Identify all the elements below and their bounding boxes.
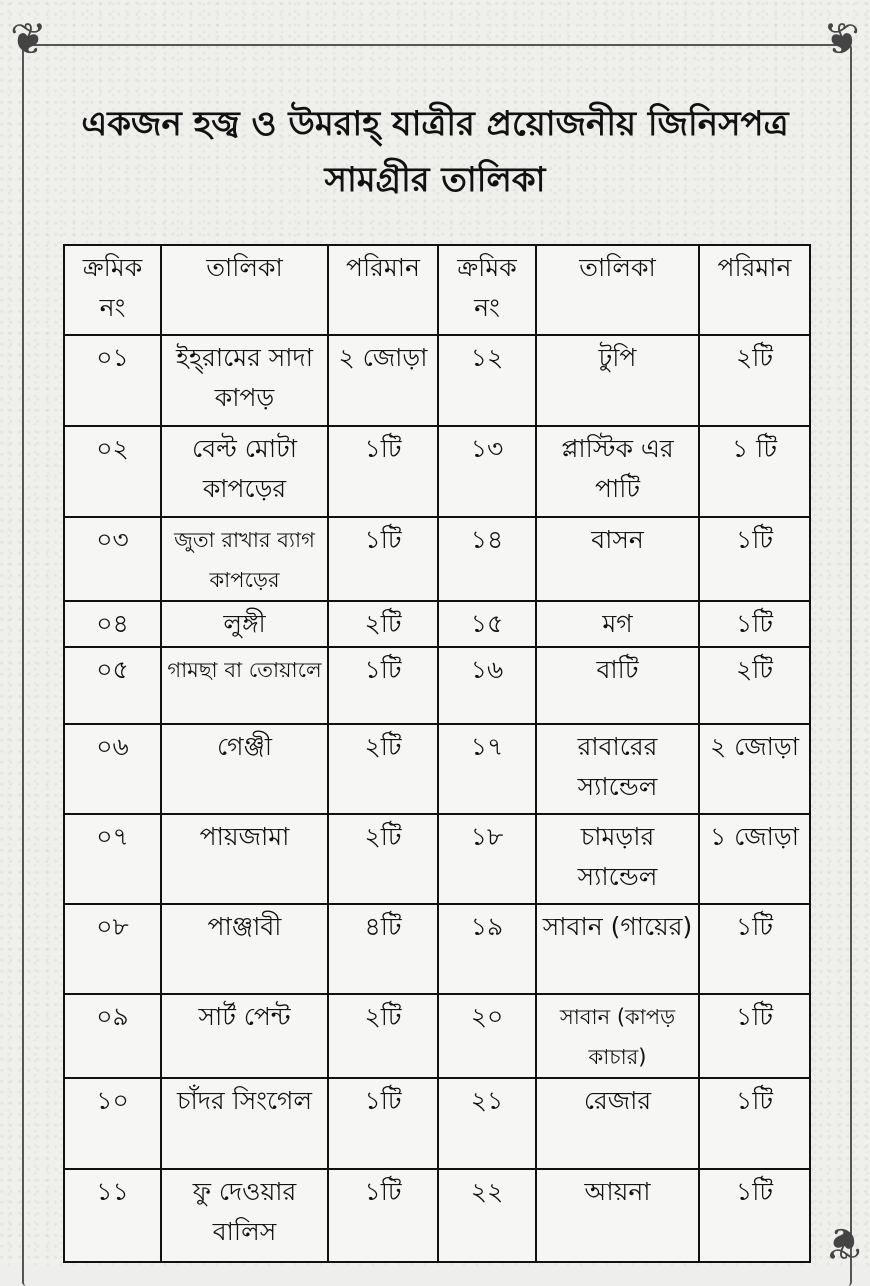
- table-cell: ১টি: [699, 601, 810, 647]
- table-cell: পায়জামা: [161, 814, 328, 904]
- table-cell: ১টি: [328, 1169, 438, 1262]
- table-cell: ১১: [64, 1169, 161, 1262]
- table-row: [64, 904, 810, 994]
- table-cell: বাটি: [536, 647, 699, 724]
- table-cell: ১০: [64, 1078, 161, 1169]
- table-cell: ০১: [64, 335, 161, 426]
- table-cell: ০৯: [64, 994, 161, 1078]
- table-row: [64, 724, 810, 814]
- table-cell: রেজার: [536, 1078, 699, 1169]
- title-line-1: একজন হজ্ব ও উমরাহ্ যাত্রীর প্রয়োজনীয় জিনিসপত্র: [81, 104, 789, 144]
- table-cell: ০৩: [64, 517, 161, 601]
- table-cell: প্লাস্টিক এর পাটি: [536, 426, 699, 517]
- table-cell: ২টি: [328, 601, 438, 647]
- table-cell: ২টি: [328, 724, 438, 814]
- table-cell: ২টি: [699, 647, 810, 724]
- table-cell: ০৫: [64, 647, 161, 724]
- table-cell: ০৭: [64, 814, 161, 904]
- title-line-2: সামগ্রীর তালিকা: [324, 160, 546, 200]
- table-row: [64, 517, 810, 601]
- corner-ornament-icon: ❦: [825, 1217, 862, 1268]
- table-cell: টুপি: [536, 335, 699, 426]
- table-cell: চাঁদর সিংগেল: [161, 1078, 328, 1169]
- page-title: [0, 96, 870, 208]
- table-cell: চামড়ার স্যান্ডেল: [536, 814, 699, 904]
- table-cell: ১৭: [438, 724, 536, 814]
- table-cell: গেঞ্জী: [161, 724, 328, 814]
- table-cell: ২ জোড়া: [699, 724, 810, 814]
- table-cell: জুতা রাখার ব্যাগ কাপড়ের: [161, 517, 328, 601]
- table-cell: ১টি: [328, 647, 438, 724]
- table-cell: লুঙ্গী: [161, 601, 328, 647]
- table-cell: ১টি: [328, 1078, 438, 1169]
- table-cell: ইহ্‌রামের সাদা কাপড়: [161, 335, 328, 426]
- table-row: [64, 426, 810, 517]
- table-cell: ০৬: [64, 724, 161, 814]
- table-cell: ১টি: [328, 517, 438, 601]
- table-cell: সার্ট পেন্ট: [161, 994, 328, 1078]
- table-cell: পাঞ্জাবী: [161, 904, 328, 994]
- table-cell: ০৮: [64, 904, 161, 994]
- table-cell: ১২: [438, 335, 536, 426]
- table-cell: ২টি: [699, 335, 810, 426]
- table-header-row: [64, 245, 810, 335]
- items-table: [63, 244, 811, 1263]
- table-row: [64, 814, 810, 904]
- column-header: ক্রমিক নং: [64, 245, 161, 335]
- table-cell: গামছা বা তোয়ালে: [161, 647, 328, 724]
- table-cell: ১৯: [438, 904, 536, 994]
- table-cell: ১ টি: [699, 426, 810, 517]
- column-header: পরিমান: [328, 245, 438, 335]
- corner-ornament-icon: ❦: [10, 14, 47, 65]
- column-header: তালিকা: [161, 245, 328, 335]
- table-cell: মগ: [536, 601, 699, 647]
- table-row: [64, 994, 810, 1078]
- table-cell: ২টি: [328, 814, 438, 904]
- table-cell: ১৪: [438, 517, 536, 601]
- table-cell: ১টি: [699, 994, 810, 1078]
- table-row: [64, 647, 810, 724]
- table-cell: ২২: [438, 1169, 536, 1262]
- table-cell: ১টি: [699, 904, 810, 994]
- table-cell: ০৪: [64, 601, 161, 647]
- table-cell: ১ জোড়া: [699, 814, 810, 904]
- table-cell: ২০: [438, 994, 536, 1078]
- table-cell: ০২: [64, 426, 161, 517]
- table-cell: রাবারের স্যান্ডেল: [536, 724, 699, 814]
- table-cell: ১৬: [438, 647, 536, 724]
- table-row: [64, 335, 810, 426]
- table-cell: ২ জোড়া: [328, 335, 438, 426]
- table-cell: সাবান (কাপড় কাচার): [536, 994, 699, 1078]
- table-cell: ১টি: [699, 1078, 810, 1169]
- table-cell: আয়না: [536, 1169, 699, 1262]
- column-header: ক্রমিক নং: [438, 245, 536, 335]
- table-cell: সাবান (গায়ের): [536, 904, 699, 994]
- table-cell: ২টি: [328, 994, 438, 1078]
- table-cell: ২১: [438, 1078, 536, 1169]
- table-row: [64, 1078, 810, 1169]
- table-row: [64, 1169, 810, 1262]
- table-cell: ১৫: [438, 601, 536, 647]
- table-row: [64, 601, 810, 647]
- table-cell: ১টি: [328, 426, 438, 517]
- table-cell: বাসন: [536, 517, 699, 601]
- table-cell: ৪টি: [328, 904, 438, 994]
- column-header: তালিকা: [536, 245, 699, 335]
- table-cell: ফু দেওয়ার বালিস: [161, 1169, 328, 1262]
- table-cell: ১টি: [699, 1169, 810, 1262]
- corner-ornament-icon: ❦: [823, 14, 860, 65]
- table-cell: ১টি: [699, 517, 810, 601]
- table-cell: ১৩: [438, 426, 536, 517]
- column-header: পরিমান: [699, 245, 810, 335]
- table-cell: বেল্ট মোটা কাপড়ের: [161, 426, 328, 517]
- table-cell: ১৮: [438, 814, 536, 904]
